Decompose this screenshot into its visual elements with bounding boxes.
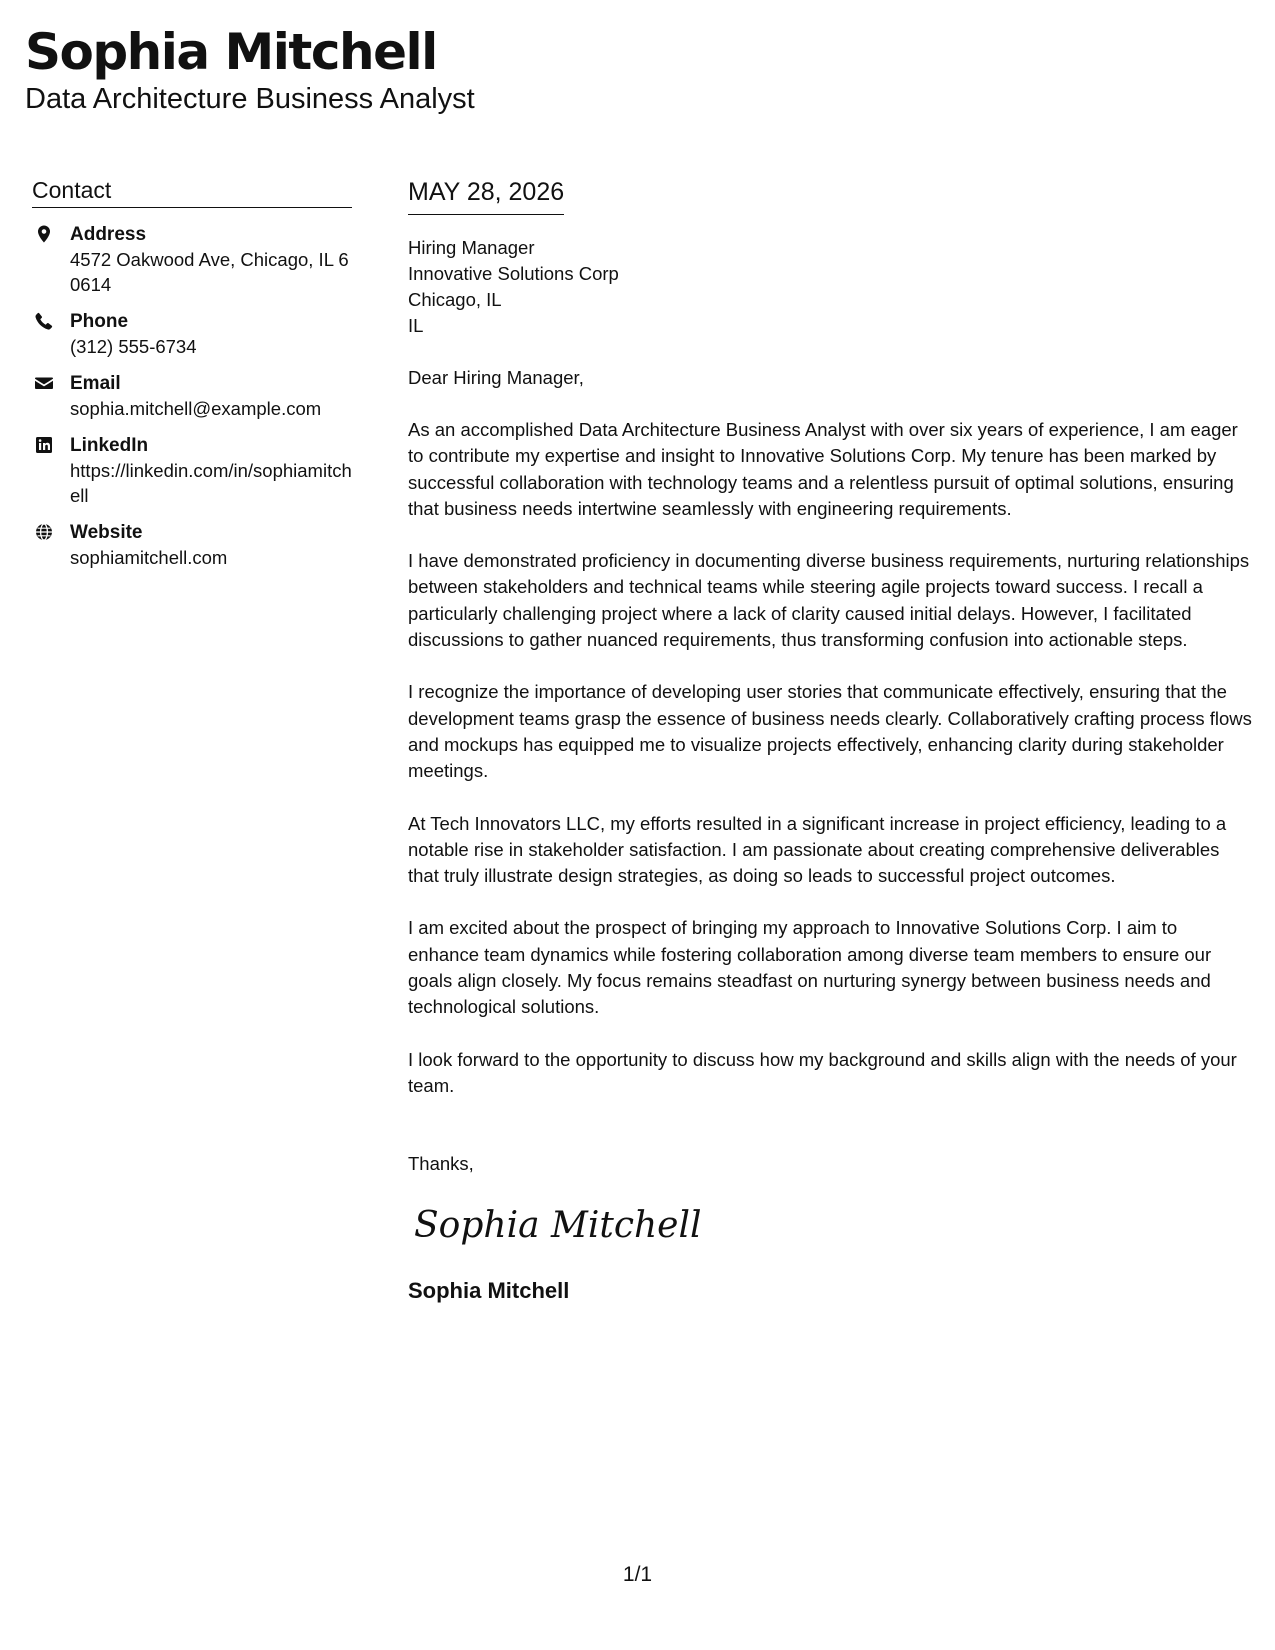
letter-paragraph: I am excited about the prospect of bringing my approach to Innovative Solutions Corp. I aim to enhance team dynamics while fostering collaboration among diverse team members to ensure our goals align closely. My focus remains steadfast on nurturing synergy between business needs and technological solutions. [408, 917, 1212, 1018]
signer-name: Sophia Mitchell [408, 1278, 570, 1304]
email-value[interactable]: sophia.mitchell@example.com [70, 398, 322, 419]
linkedin-icon [32, 433, 70, 455]
contact-label: LinkedIn [70, 435, 149, 456]
contact-item-linkedin [32, 433, 352, 508]
letter-paragraph: As an accomplished Data Architecture Business Analyst with over six years of experience, I am eager to contribute my expertise and insight to Innovative Solutions Corp. My tenure has been marked by successful collaboration with technology teams and a relentless pursuit of optimal solutions, ensuring that business needs intertwine seamlessly with engineering requirements. [408, 419, 1238, 519]
candidate-name: Sophia Mitchell [25, 23, 437, 81]
closing: Thanks, [408, 1153, 474, 1175]
website-value[interactable]: sophiamitchell.com [70, 547, 228, 568]
contact-heading: Contact [32, 176, 352, 208]
phone-icon [32, 309, 70, 331]
contact-item-email [32, 371, 352, 421]
envelope-icon [32, 371, 70, 393]
letter-paragraph: At Tech Innovators LLC, my efforts resulted in a significant increase in project efficiency, leading to a notable rise in stakeholder satisfaction. I am passionate about creating comprehensive deliverables that truly illustrate design strategies, as doing so leads to successful project outcomes. [408, 812, 1227, 887]
contact-label: Address [70, 224, 147, 245]
signature-text: Sophia Mitchell [414, 1205, 702, 1247]
recipient-line: Innovative Solutions Corp [408, 263, 619, 284]
page-number: 1/1 [622, 1563, 653, 1586]
map-pin-icon [32, 222, 70, 244]
letter-paragraph: I look forward to the opportunity to discuss how my background and skills align with the needs of your team. [408, 1048, 1237, 1096]
phone-value[interactable]: (312) 555-6734 [70, 336, 197, 357]
contact-label: Email [70, 373, 121, 394]
recipient-line: Hiring Manager [408, 237, 535, 258]
contact-label: Phone [70, 311, 129, 332]
salutation: Dear Hiring Manager, [408, 367, 584, 388]
contact-item-phone [32, 309, 352, 359]
contact-item-address [32, 222, 352, 297]
letter-paragraph: I recognize the importance of developing user stories that communicate effectively, ensuring that the development teams grasp the essence of business needs clearly. Collaboratively crafting process flows and mockups has equipped me to visualize projects effectively, enhancing clarity during stakeholder meetings. [408, 681, 1252, 782]
candidate-role: Data Architecture Business Analyst [25, 83, 475, 115]
contact-sidebar [32, 176, 352, 582]
recipient-line: IL [408, 315, 424, 336]
letter-body [408, 176, 1253, 1305]
header [25, 22, 475, 116]
globe-icon [32, 520, 70, 542]
recipient-line: Chicago, IL [408, 289, 502, 310]
contact-label: Website [70, 522, 143, 543]
address-value: 4572 Oakwood Ave, Chicago, IL 60614 [70, 249, 349, 295]
letter-date: MAY 28, 2026 [408, 176, 564, 215]
recipient-block [408, 235, 1253, 339]
letter-paragraph: I have demonstrated proficiency in documenting diverse business requirements, nurturing relationships between stakeholders and technical teams while steering agile projects toward success. I recall a particularly challenging project where a lack of clarity caused initial delays. However, I facilitated discussions to gather nuanced requirements, thus transforming confusion into actionable steps. [408, 550, 1250, 651]
handwritten-signature [408, 1195, 1253, 1253]
contact-item-website [32, 520, 352, 570]
linkedin-value[interactable]: https://linkedin.com/in/sophiamitchell [70, 460, 352, 506]
